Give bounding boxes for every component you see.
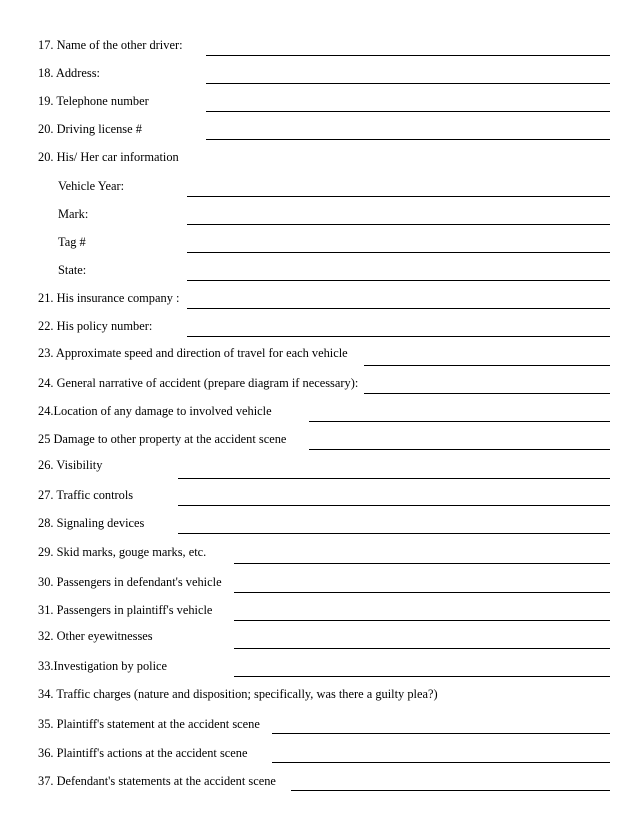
field-label-police-investigation: 33.Investigation by police [38, 659, 168, 673]
field-label-insurance-company: 21. His insurance company : [38, 291, 180, 305]
input-line-insurance-company[interactable] [187, 308, 610, 309]
field-label-plaintiff-statement: 35. Plaintiff's statement at the accident scene [38, 717, 260, 731]
field-label-eyewitnesses: 32. Other eyewitnesses [38, 629, 153, 643]
field-label-address: 18. Address: [38, 66, 100, 80]
input-line-vehicle-year[interactable] [187, 196, 610, 197]
input-line-other-driver-name[interactable] [206, 55, 610, 56]
input-line-state[interactable] [187, 280, 610, 281]
field-label-speed-direction: 23. Approximate speed and direction of travel for each vehicle [38, 346, 348, 360]
input-line-speed-direction[interactable] [364, 365, 610, 366]
field-label-plaintiff-actions: 36. Plaintiff's actions at the accident scene [38, 746, 248, 760]
field-label-driving-license: 20. Driving license # [38, 122, 142, 136]
input-line-driving-license[interactable] [206, 139, 610, 140]
field-label-traffic-controls: 27. Traffic controls [38, 488, 134, 502]
input-line-signaling-devices[interactable] [178, 533, 610, 534]
field-label-defendant-statements: 37. Defendant's statements at the accident scene [38, 774, 276, 788]
field-label-mark: Mark: [58, 207, 89, 221]
input-line-mark[interactable] [187, 224, 610, 225]
field-label-property-damage: 25 Damage to other property at the accident scene [38, 432, 287, 446]
field-label-accident-narrative: 24. General narrative of accident (prepare diagram if necessary): [38, 376, 359, 390]
input-line-traffic-controls[interactable] [178, 505, 610, 506]
input-line-skid-marks[interactable] [234, 563, 610, 564]
input-line-plaintiff-actions[interactable] [272, 762, 610, 763]
input-line-policy-number[interactable] [187, 336, 610, 337]
field-label-defendant-passengers: 30. Passengers in defendant's vehicle [38, 575, 222, 589]
field-label-visibility: 26. Visibility [38, 458, 103, 472]
input-line-defendant-passengers[interactable] [234, 592, 610, 593]
input-line-address[interactable] [206, 83, 610, 84]
field-label-state: State: [58, 263, 87, 277]
input-line-visibility[interactable] [178, 478, 610, 479]
field-label-skid-marks: 29. Skid marks, gouge marks, etc. [38, 545, 207, 559]
input-line-accident-narrative[interactable] [364, 393, 610, 394]
input-line-telephone[interactable] [206, 111, 610, 112]
field-label-policy-number: 22. His policy number: [38, 319, 153, 333]
input-line-tag[interactable] [187, 252, 610, 253]
field-label-other-driver-name: 17. Name of the other driver: [38, 38, 183, 52]
field-label-vehicle-damage-location: 24.Location of any damage to involved vehicle [38, 404, 272, 418]
input-line-vehicle-damage-location[interactable] [309, 421, 610, 422]
field-label-telephone: 19. Telephone number [38, 94, 149, 108]
field-label-tag: Tag # [58, 235, 86, 249]
input-line-defendant-statements[interactable] [291, 790, 610, 791]
field-label-signaling-devices: 28. Signaling devices [38, 516, 145, 530]
field-label-plaintiff-passengers: 31. Passengers in plaintiff's vehicle [38, 603, 213, 617]
input-line-property-damage[interactable] [309, 449, 610, 450]
section-heading-car-information: 20. His/ Her car information [38, 150, 179, 164]
input-line-plaintiff-passengers[interactable] [234, 620, 610, 621]
field-label-traffic-charges: 34. Traffic charges (nature and disposition; specifically, was there a guilty plea?) [38, 687, 438, 701]
input-line-police-investigation[interactable] [234, 676, 610, 677]
field-label-vehicle-year: Vehicle Year: [58, 179, 125, 193]
input-line-eyewitnesses[interactable] [234, 648, 610, 649]
input-line-plaintiff-statement[interactable] [272, 733, 610, 734]
